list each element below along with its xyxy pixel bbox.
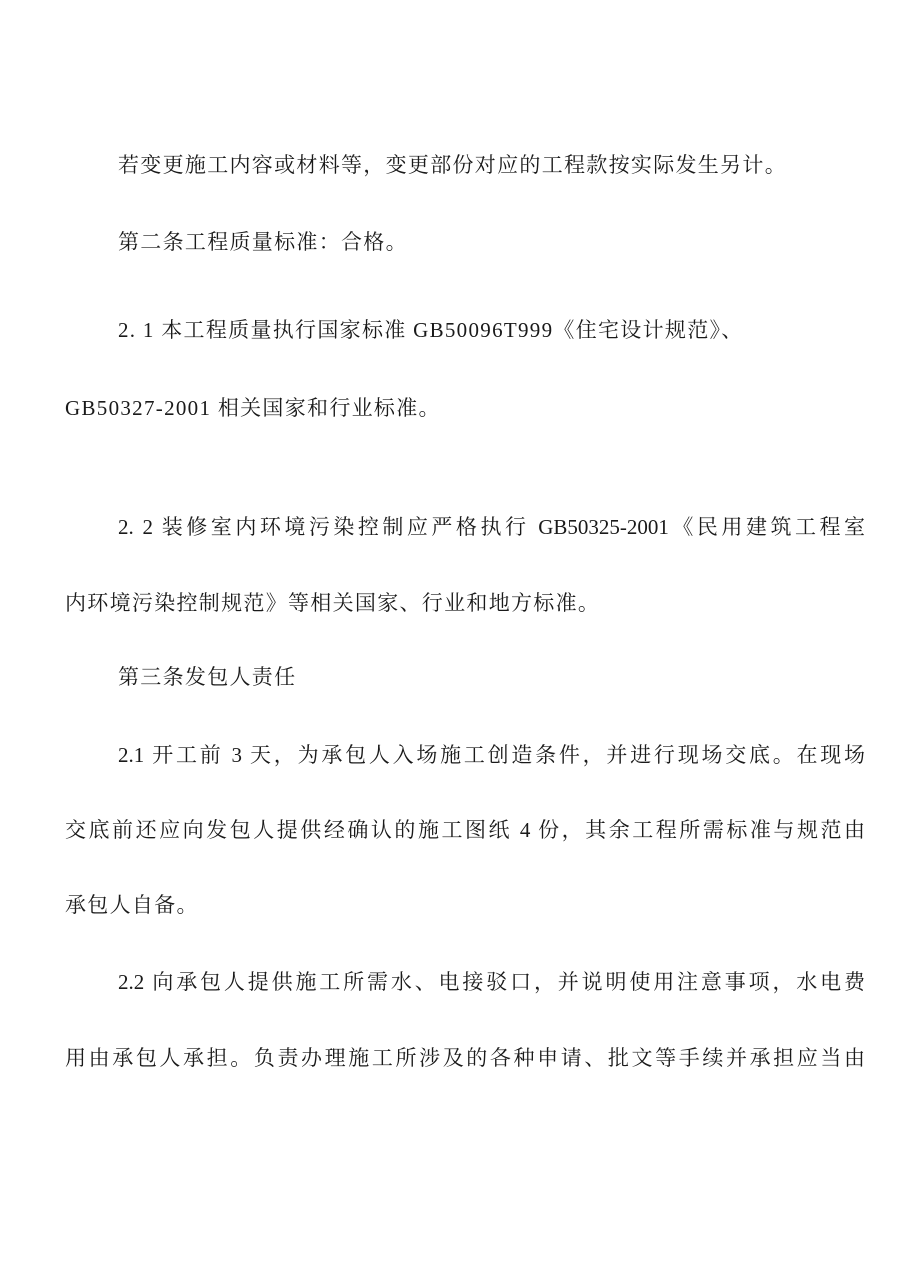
section-heading: 第二条工程质量标准：合格。 <box>118 230 408 254</box>
paragraph-line: GB50327-2001 相关国家和行业标准。 <box>65 396 441 420</box>
paragraph-line: 2.2 向承包人提供施工所需水、电接驳口，并说明使用注意事项，水电费 <box>118 970 865 994</box>
section-heading: 第三条发包人责任 <box>118 665 297 689</box>
paragraph-line: 用由承包人承担。负责办理施工所涉及的各种申请、批文等手续并承担应当由 <box>65 1046 865 1070</box>
paragraph-line: 2. 1 本工程质量执行国家标准 GB50096T999《住宅设计规范》、 <box>118 318 744 342</box>
paragraph-line: 2.1 开工前 3 天，为承包人入场施工创造条件，并进行现场交底。在现场 <box>118 743 865 767</box>
paragraph-line: 2. 2 装修室内环境污染控制应严格执行 GB50325-2001《民用建筑工程室 <box>118 515 865 539</box>
paragraph-line: 若变更施工内容或材料等，变更部份对应的工程款按实际发生另计。 <box>118 153 787 177</box>
paragraph-line: 承包人自备。 <box>65 893 199 917</box>
paragraph-line: 交底前还应向发包人提供经确认的施工图纸 4 份，其余工程所需标准与规范由 <box>65 818 865 842</box>
paragraph-line: 内环境污染控制规范》等相关国家、行业和地方标准。 <box>65 591 601 615</box>
